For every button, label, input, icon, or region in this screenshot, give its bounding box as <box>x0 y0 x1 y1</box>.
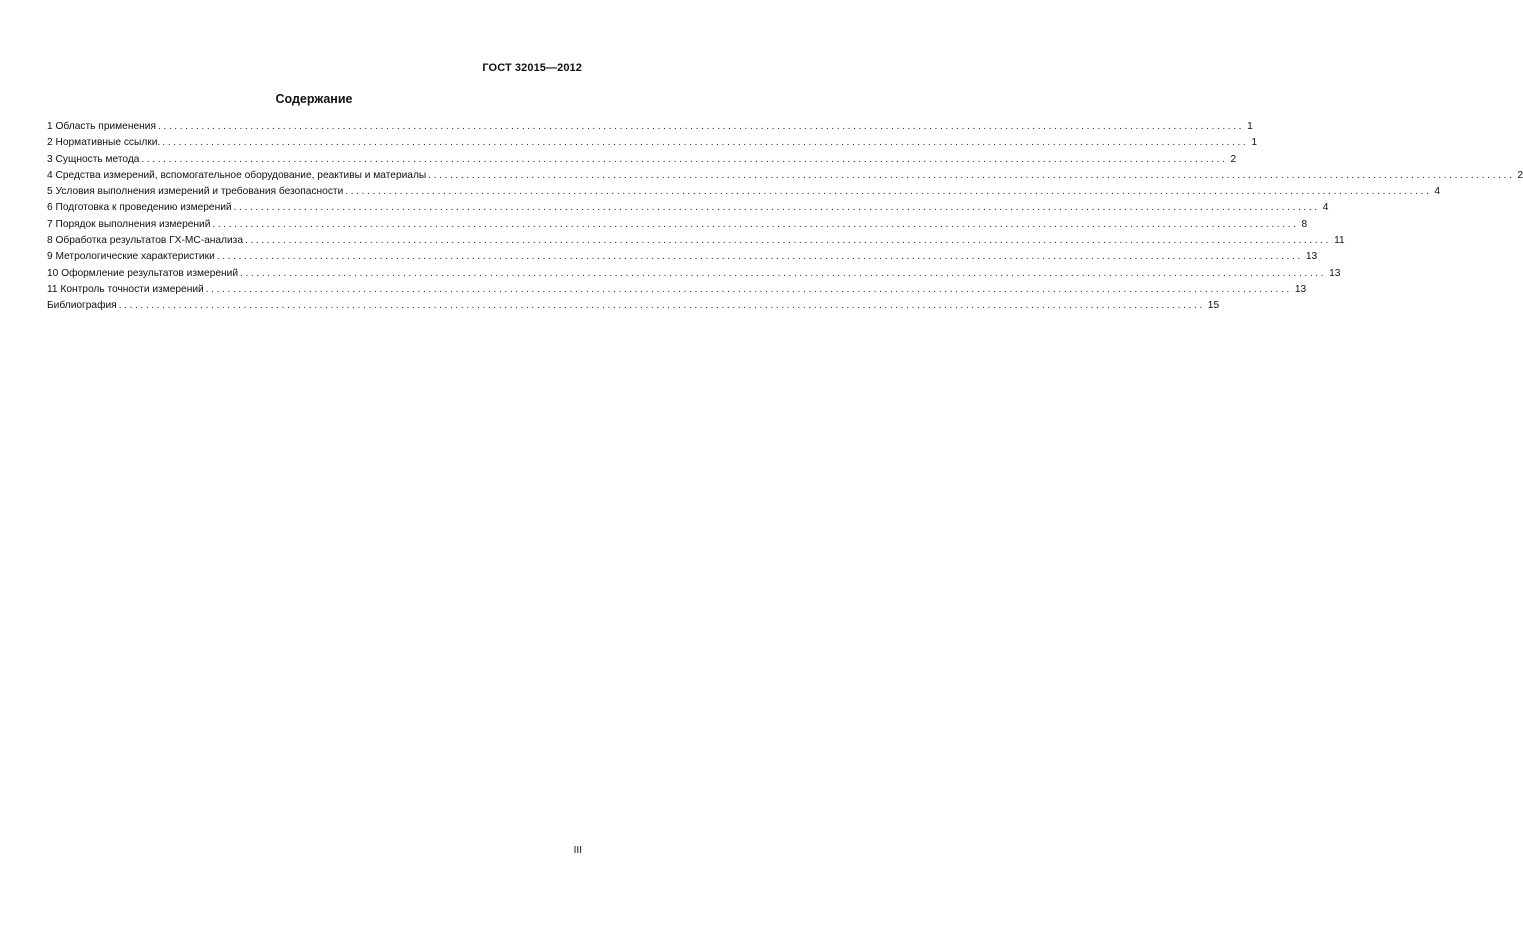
toc-leader-dots: ........................................................................................................................................................................................................ <box>428 169 1515 181</box>
toc-entry-label: 8 Обработка результатов ГХ-МС-анализа <box>47 235 244 247</box>
toc-entry-page: 2 <box>1230 153 1237 165</box>
toc-entry-bibliography[interactable] <box>47 298 1220 314</box>
toc-entry-page: 4 <box>1434 186 1441 198</box>
toc-entry-page: 8 <box>1301 218 1308 230</box>
toc-entry-label: Библиография <box>47 300 117 312</box>
toc-leader-dots: ........................................................................................................................................................................................................ <box>240 267 1327 279</box>
page-number: III <box>573 845 582 856</box>
toc-title: Содержание <box>275 92 353 106</box>
toc-entry-references[interactable] <box>47 135 1258 151</box>
toc-entry-method-principle[interactable] <box>47 152 1237 168</box>
toc-entry-instruments[interactable] <box>47 168 1523 184</box>
toc-leader-dots: ........................................................................................................................................................................................................ <box>345 186 1432 198</box>
toc-entry-conditions-safety[interactable] <box>47 184 1441 200</box>
toc-entry-page: 15 <box>1207 300 1220 312</box>
toc-leader-dots: ........................................................................................................................................................................................................ <box>205 283 1292 295</box>
toc-leader-dots: ........................................................................................................................................................................................................ <box>118 300 1205 312</box>
toc-entry-page: 1 <box>1251 137 1258 149</box>
toc-leader-dots: ........................................................................................................................................................................................................ <box>157 121 1245 132</box>
toc-entry-label: 4 Средства измерений, вспомогательное оборудование, реактивы и материалы <box>47 169 427 181</box>
toc-entry-results-registration[interactable] <box>47 266 1341 282</box>
toc-entry-page: 2 <box>1517 169 1523 181</box>
toc-leader-dots: ........................................................................................................................................................................................................ <box>233 202 1320 214</box>
toc-entry-label: 5 Условия выполнения измерений и требования безопасности <box>47 186 344 198</box>
toc-entry-page: 11 <box>1334 235 1345 247</box>
toc-leader-dots: ........................................................................................................................................................................................................ <box>141 153 1228 165</box>
document-code: ГОСТ 32015—2012 <box>482 62 582 74</box>
toc-entry-page: 4 <box>1322 202 1329 214</box>
toc-entry-label: 11 Контроль точности измерений <box>47 283 204 295</box>
toc-entry-results-processing[interactable] <box>47 233 1345 249</box>
toc-entry-label: 3 Сущность метода <box>47 153 140 165</box>
toc-entry-accuracy-control[interactable] <box>47 282 1307 298</box>
toc-entry-label: 10 Оформление результатов измерений <box>47 267 239 279</box>
toc-entry-label: 2 Нормативные ссылки. <box>47 137 161 149</box>
toc-entry-label: 1 Область применения <box>47 121 156 132</box>
toc-entry-page: 13 <box>1305 251 1318 263</box>
toc-entry-scope[interactable] <box>47 119 1253 135</box>
toc-leader-dots: ........................................................................................................................................................................................................ <box>245 235 1332 247</box>
toc-leader-dots: ........................................................................................................................................................................................................ <box>162 137 1249 149</box>
toc-entry-page: 1 <box>1247 121 1253 132</box>
toc-entry-page: 13 <box>1294 283 1307 295</box>
toc-entry-label: 9 Метрологические характеристики <box>47 251 215 263</box>
toc-leader-dots: ........................................................................................................................................................................................................ <box>216 251 1303 263</box>
toc-entry-page: 13 <box>1329 267 1341 279</box>
toc-entry-preparation[interactable] <box>47 200 1329 216</box>
table-of-contents <box>47 119 1523 315</box>
toc-leader-dots: ........................................................................................................................................................................................................ <box>212 218 1299 230</box>
toc-entry-metrological[interactable] <box>47 249 1318 265</box>
toc-entry-label: 7 Порядок выполнения измерений <box>47 218 211 230</box>
toc-entry-label: 6 Подготовка к проведению измерений <box>47 202 232 214</box>
toc-entry-procedure[interactable] <box>47 217 1308 233</box>
